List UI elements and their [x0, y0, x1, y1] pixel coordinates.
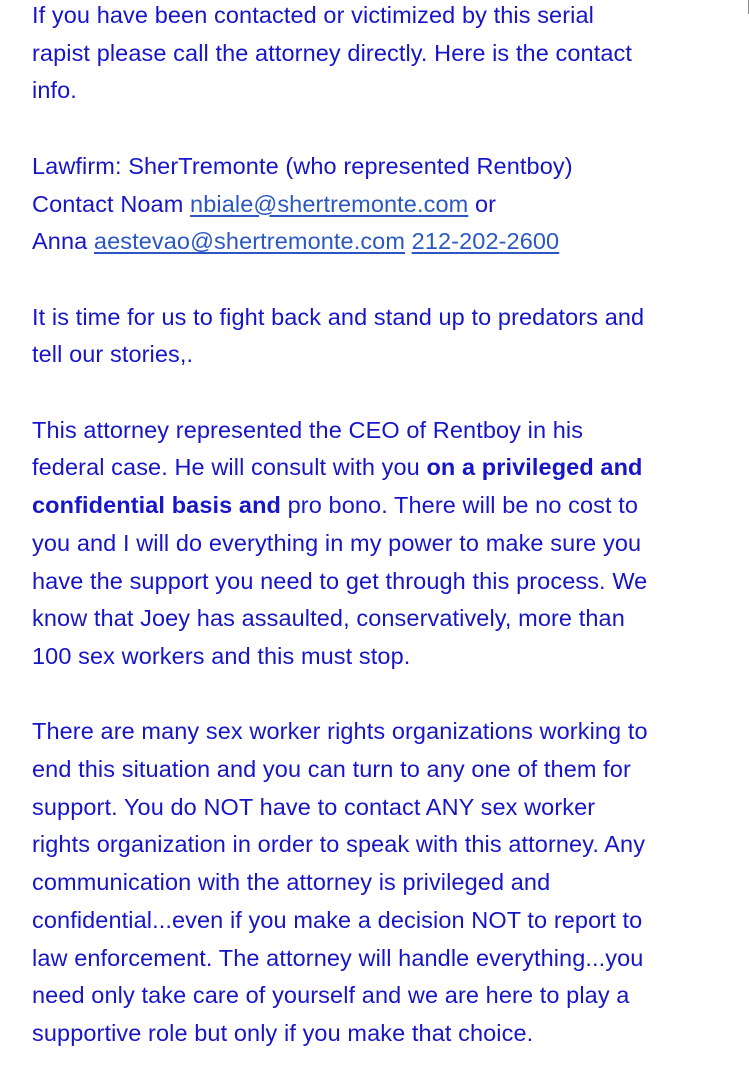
attorney-line: 100 sex workers and this must stop.	[32, 642, 411, 669]
or-text: or	[468, 190, 497, 217]
attorney-paragraph	[32, 412, 732, 676]
organizations-line: law enforcement. The attorney will handle everything...you	[32, 944, 644, 971]
anna-email-link[interactable]: aestevao@shertremonte.com	[93, 228, 406, 255]
organizations-line: rights organization in order to speak with this attorney. Any	[32, 831, 646, 858]
organizations-line: confidential...even if you make a decision NOT to report to	[32, 906, 643, 933]
intro-line: info.	[32, 77, 77, 104]
phone-link[interactable]: 212-202-2600	[411, 228, 560, 255]
fight-back-line: tell our stories,.	[32, 341, 194, 368]
email-body	[32, 0, 732, 1090]
contact-prefix: Contact Noam	[32, 190, 191, 217]
attorney-line: you and I will do everything in my power to make sure you	[32, 529, 642, 556]
lawfirm-line: Lawfirm: SherTremonte (who represented Rentboy)	[32, 152, 573, 179]
contact-paragraph	[32, 148, 732, 261]
organizations-line: end this situation and you can turn to any one of them for	[32, 756, 631, 782]
noam-email-link[interactable]: nbiale@shertremonte.com	[190, 190, 469, 217]
attorney-text: pro bono. There will be no cost to	[281, 492, 639, 519]
attorney-line: know that Joey has assaulted, conservatively, more than	[32, 605, 625, 632]
intro-paragraph	[32, 0, 732, 110]
organizations-line: support. You do NOT have to contact ANY sex worker	[32, 793, 596, 820]
contact-noam-line	[32, 186, 732, 224]
attorney-line	[32, 449, 732, 487]
intro-line: If you have been contacted or victimized by this serial	[32, 2, 594, 28]
privileged-emphasis: on a privileged and	[426, 454, 643, 481]
organizations-line: There are many sex worker rights organizations working to	[32, 718, 648, 745]
fight-back-paragraph	[32, 299, 732, 374]
attorney-text: federal case. He will consult with you	[32, 454, 427, 481]
organizations-line: supportive role but only if you make that choice.	[32, 1019, 534, 1046]
attorney-line: have the support you need to get through this process. We	[32, 567, 648, 594]
organizations-line: communication with the attorney is privileged and	[32, 869, 551, 896]
attorney-line	[32, 487, 732, 525]
fight-back-line: It is time for us to fight back and stand up to predators and	[32, 303, 645, 330]
confidential-emphasis: confidential basis and	[32, 492, 281, 519]
intro-line: rapist please call the attorney directly. Here is the contact	[32, 39, 632, 66]
organizations-paragraph	[32, 713, 732, 1052]
contact-anna-line	[32, 223, 732, 261]
attorney-line: This attorney represented the CEO of Rentboy in his	[32, 416, 584, 443]
organizations-line: need only take care of yourself and we are here to play a	[32, 982, 630, 1009]
anna-prefix: Anna	[32, 228, 94, 255]
